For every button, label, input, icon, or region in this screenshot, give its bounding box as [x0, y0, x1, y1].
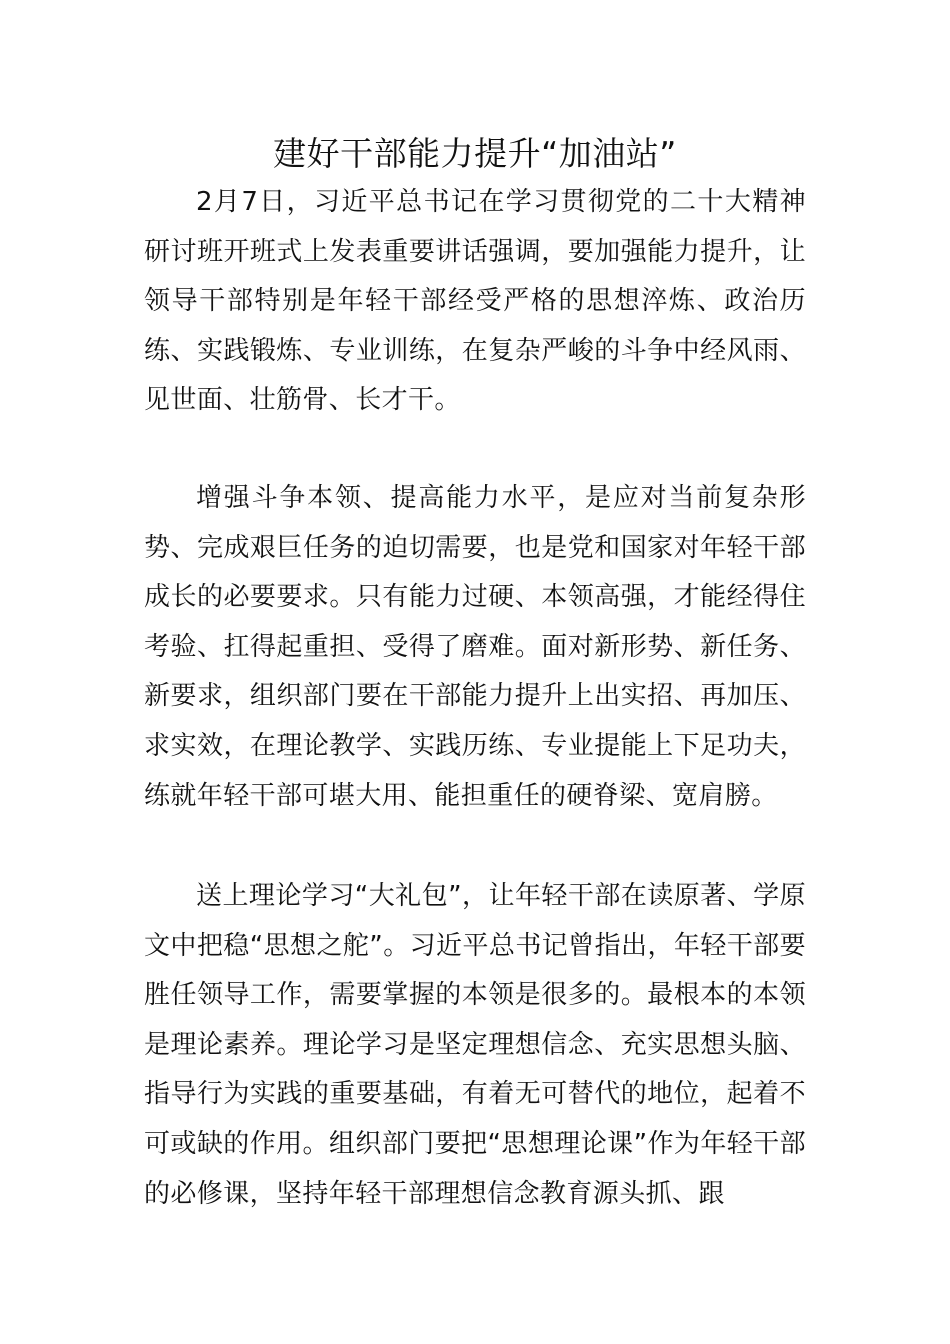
document-title: 建好干部能力提升“加油站” — [273, 134, 677, 173]
paragraph-3: 送上理论学习“大礼包”，让年轻干部在读原著、学原文中把稳“思想之舵”。习近平总书记曾指出，年轻干部要胜任领导工作，需要掌握的本领是很多的。最根本的本领是理论素养。理论学习是坚定理想信念、充实思想头脑、指导行为实践的重要基础，有着无可替代的地位，起着不可或缺的作用。组织部门要把“思想理论课”作为年轻干部的必修课，坚持年轻干部理想信念教育源头抓、跟 — [144, 881, 806, 1209]
paragraph-2: 增强斗争本领、提高能力水平，是应对当前复杂形势、完成艰巨任务的迫切需要，也是党和国家对年轻干部成长的必要要求。只有能力过硬、本领高强，才能经得住考验、扛得起重担、受得了磨难。面对新形势、新任务、新要求，组织部门要在干部能力提升上出实招、再加压、求实效，在理论教学、实践历练、专业提能上下足功夫，练就年轻干部可堪大用、能担重任的硬脊梁、宽肩膀。 — [144, 483, 806, 811]
paragraph-1: 2月7日，习近平总书记在学习贯彻党的二十大精神研讨班开班式上发表重要讲话强调，要加强能力提升，让领导干部特别是年轻干部经受严格的思想淬炼、政治历练、实践锻炼、专业训练，在复杂严峻的斗争中经风雨、见世面、壮筋骨、长才干。 — [144, 187, 806, 416]
